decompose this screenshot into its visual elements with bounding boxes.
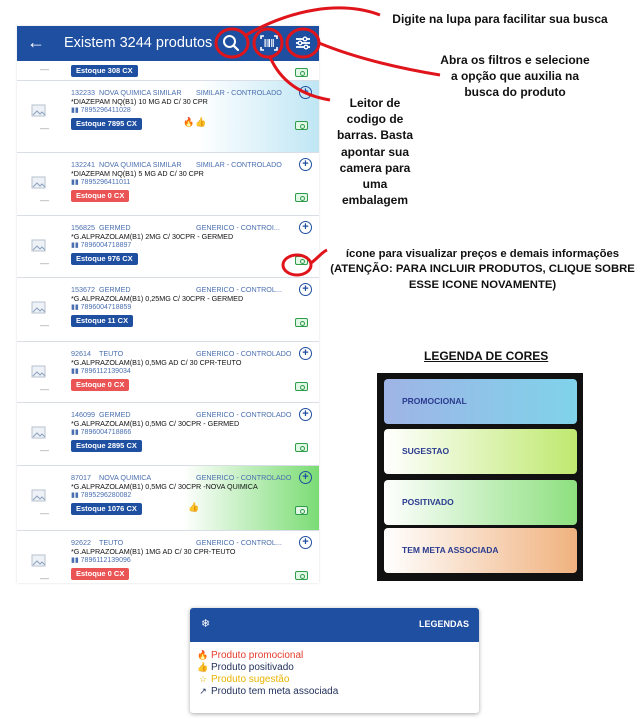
- annotation-prices-line2: (ATENÇÃO: PARA INCLUIR PRODUTOS, CLIQUE SOBRE ESSE ICONE NOVAMENTE): [330, 263, 635, 291]
- dash-separator: —: [40, 123, 49, 133]
- annotation-filters: Abra os filtros e selecione a opção que auxilia na busca do produto: [440, 53, 590, 100]
- product-code: 92614: [71, 349, 91, 358]
- thumbs-up-icon: 👍: [195, 117, 207, 127]
- product-lab: GERMED: [99, 285, 131, 294]
- add-product-button[interactable]: +: [299, 471, 312, 484]
- dash-separator: —: [40, 320, 49, 330]
- product-class: GENERICO - CONTROLADO: [196, 473, 292, 482]
- barcode-mini-icon: ▮▮: [71, 242, 81, 249]
- barcode-mini-icon: ▮▮: [71, 429, 81, 436]
- color-legend-item: [384, 379, 577, 424]
- color-legend-panel: [377, 373, 583, 581]
- dash-separator: —: [40, 573, 49, 583]
- add-product-button[interactable]: +: [299, 283, 312, 296]
- product-lab: GERMED: [99, 410, 131, 419]
- trend-icon: ↗: [199, 686, 207, 696]
- product-class: SIMILAR - CONTROLADO: [196, 160, 282, 169]
- barcode-mini-icon: ▮▮: [71, 304, 81, 311]
- color-legend-label: POSITIVADO: [402, 497, 454, 507]
- product-ean-value: 7896004718866: [80, 429, 132, 436]
- barcode-mini-icon: ▮▮: [71, 179, 81, 186]
- product-name: *DIAZEPAM NQ(B1) 10 MG AD C/ 30 CPR: [71, 97, 208, 106]
- product-name: *DIAZEPAM NQ(B1) 5 MG AD C/ 30 CPR: [71, 169, 204, 178]
- thumbs-up-icon: 👍: [188, 502, 200, 512]
- product-lab: NOVA QUIMICA: [99, 473, 152, 482]
- product-lab: TEUTO: [99, 538, 124, 547]
- legend-card-item-label: Produto tem meta associada: [211, 686, 339, 697]
- dash-separator: —: [40, 445, 49, 455]
- product-class: GENERICO - CONTROLADO: [196, 410, 292, 419]
- color-legend-item: [384, 429, 577, 474]
- product-code: 92622: [71, 538, 91, 547]
- dash-separator: —: [40, 508, 49, 518]
- legend-card-item: [197, 674, 289, 685]
- flame-icon: 🔥: [183, 117, 195, 127]
- color-legend-title: LEGENDA DE CORES: [424, 349, 549, 363]
- product-code: 132233: [71, 88, 95, 97]
- dash-separator: —: [40, 64, 49, 74]
- star-icon: ☆: [198, 674, 208, 684]
- legend-card-item: [197, 662, 294, 673]
- thumbs-up-icon: 👍: [197, 662, 209, 672]
- product-code: 156825: [71, 223, 95, 232]
- product-lab: GERMED: [99, 223, 131, 232]
- barcode-arrow-line: [270, 57, 330, 100]
- barcode-mini-icon: ▮▮: [71, 368, 81, 375]
- product-code: 146099: [71, 410, 95, 419]
- dash-separator: —: [40, 195, 49, 205]
- product-code: 153672: [71, 285, 95, 294]
- product-lab: TEUTO: [99, 349, 124, 358]
- stock-badge: Estoque 308 CX: [71, 65, 138, 77]
- add-product-button[interactable]: +: [299, 158, 312, 171]
- barcode-mini-icon: ▮▮: [71, 492, 81, 499]
- color-legend-item: [384, 528, 577, 573]
- stock-badge: Estoque 0 CX: [71, 568, 129, 580]
- product-ean-value: 7895296280082: [80, 492, 132, 499]
- add-product-button[interactable]: +: [299, 221, 312, 234]
- product-class: GENERICO - CONTROL...: [196, 285, 282, 294]
- legend-card-title: LEGENDAS: [418, 619, 469, 629]
- product-ean-value: 7895296411028: [80, 107, 131, 114]
- color-legend-label: PROMOCIONAL: [402, 396, 467, 406]
- product-name: *G.ALPRAZOLAM(B1) 1MG AD C/ 30 CPR-TEUTO: [71, 547, 236, 556]
- add-product-button[interactable]: +: [299, 347, 312, 360]
- product-ean-value: 7896112139096: [80, 557, 131, 564]
- product-ean-value: 7895296411011: [80, 179, 131, 186]
- stock-badge: Estoque 0 CX: [71, 190, 129, 202]
- page-title: Existem 3244 produtos: [64, 35, 213, 51]
- price-icon-highlight-circle: [283, 255, 311, 275]
- stock-badge: Estoque 7895 CX: [71, 118, 142, 130]
- search-highlight-circle: [216, 29, 248, 57]
- filter-highlight-circle: [287, 29, 319, 57]
- add-product-button[interactable]: +: [299, 86, 312, 99]
- legend-card-item-label: Produto promocional: [211, 650, 304, 661]
- product-class: SIMILAR - CONTROLADO: [196, 88, 282, 97]
- product-name: *G.ALPRAZOLAM(B1) 2MG C/ 30CPR - GERMED: [71, 232, 234, 241]
- add-product-button[interactable]: +: [299, 536, 312, 549]
- barcode-mini-icon: ▮▮: [71, 557, 81, 564]
- dash-separator: —: [40, 384, 49, 394]
- stock-badge: Estoque 976 CX: [71, 253, 138, 265]
- legend-card-item-label: Produto sugestão: [211, 674, 290, 685]
- product-ean-value: 7896004718897: [80, 242, 132, 249]
- price-arrow-line: [311, 250, 327, 263]
- stock-badge: Estoque 2895 CX: [71, 440, 142, 452]
- product-ean-value: 7896112139034: [80, 368, 131, 375]
- flame-icon: 🔥: [197, 650, 209, 660]
- stock-badge: Estoque 1076 CX: [71, 503, 142, 515]
- color-legend-item: [384, 480, 577, 525]
- annotation-barcode: Leitor de codigo de barras. Basta apontar sua camera para uma embalagem: [336, 96, 414, 208]
- product-name: *G.ALPRAZOLAM(B1) 0,5MG C/ 30CPR -NOVA QUIMICA: [71, 482, 258, 491]
- legend-card: [190, 608, 479, 713]
- legend-card-header: [190, 608, 479, 642]
- filter-arrow-line: [319, 43, 440, 75]
- barcode-mini-icon: ▮▮: [71, 107, 81, 114]
- product-name: *G.ALPRAZOLAM(B1) 0,5MG C/ 30CPR - GERMED: [71, 419, 240, 428]
- product-name: *G.ALPRAZOLAM(B1) 0,25MG C/ 30CPR - GERMED: [71, 294, 244, 303]
- palette-icon: ❄: [201, 618, 211, 630]
- product-code: 132241: [71, 160, 95, 169]
- stock-badge: Estoque 11 CX: [71, 315, 133, 327]
- product-lab: NOVA QUIMICA SIMILAR: [99, 88, 182, 97]
- legend-card-item: [197, 686, 338, 697]
- dash-separator: —: [40, 258, 49, 268]
- stock-badge: Estoque 0 CX: [71, 379, 129, 391]
- product-class: GENERICO - CONTROI...: [196, 223, 280, 232]
- legend-card-item: [197, 650, 303, 661]
- product-class: GENERICO - CONTROL...: [196, 538, 282, 547]
- add-product-button[interactable]: +: [299, 408, 312, 421]
- product-lab: NOVA QUIMICA SIMILAR: [99, 160, 182, 169]
- annotation-search: Digite na lupa para facilitar sua busca: [392, 12, 608, 26]
- legend-card-item-label: Produto positivado: [211, 662, 294, 673]
- product-class: GENERICO - CONTROLADO: [196, 349, 292, 358]
- annotation-prices: [330, 247, 635, 293]
- barcode-highlight-circle: [254, 29, 282, 57]
- annotation-prices-line1: ícone para visualizar preços e demais informações: [345, 248, 620, 260]
- back-arrow-icon[interactable]: ←: [27, 32, 45, 52]
- product-ean-value: 7896004718859: [80, 304, 132, 311]
- product-code: 87017: [71, 473, 91, 482]
- color-legend-label: SUGESTAO: [402, 446, 450, 456]
- product-name: *G.ALPRAZOLAM(B1) 0,5MG AD C/ 30 CPR-TEUTO: [71, 358, 242, 367]
- color-legend-label: TEM META ASSOCIADA: [402, 545, 499, 555]
